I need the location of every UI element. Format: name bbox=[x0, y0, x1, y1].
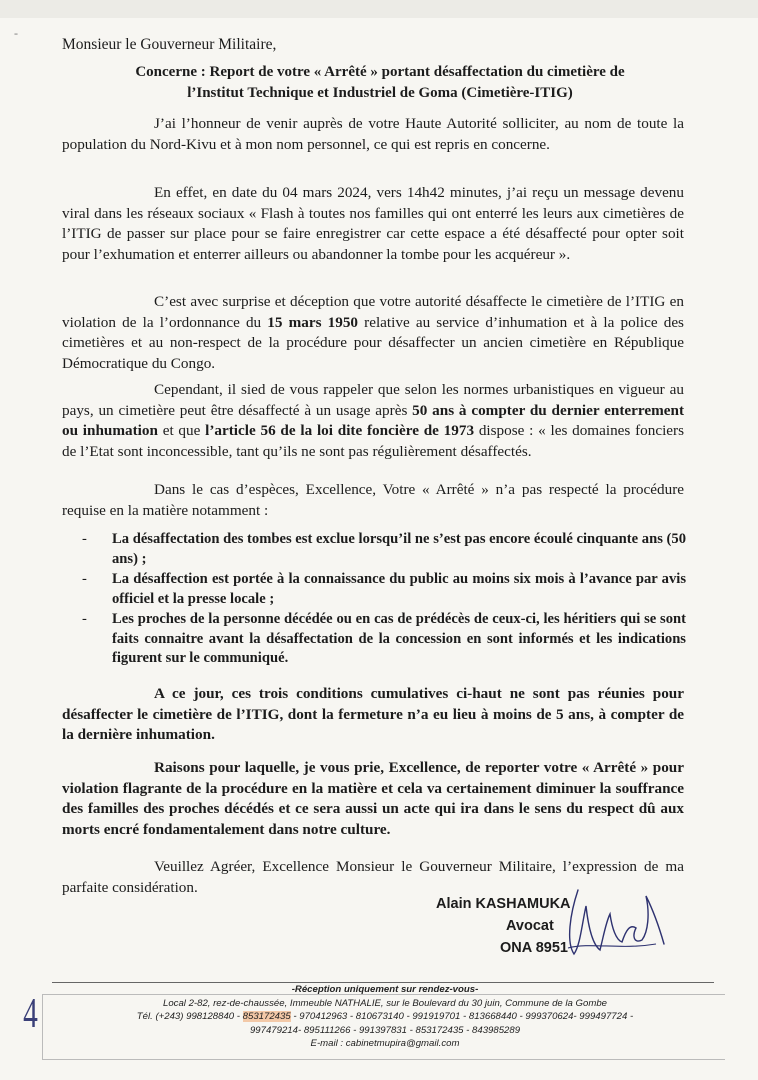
phone-run: - 970412963 - 810673140 - 991919701 - 813668440 - 999370624- 999497724 - bbox=[290, 1011, 634, 1022]
handwritten-page-mark: 4 bbox=[23, 991, 38, 1037]
salutation: Monsieur le Gouverneur Militaire, bbox=[62, 36, 277, 53]
footer-phones-cont: 997479214- 895111266 - 991397831 - 853172435 - 843985289 bbox=[249, 1024, 521, 1036]
signatory-title: Avocat bbox=[506, 918, 554, 934]
letterhead-footer bbox=[60, 983, 710, 1051]
text-run: et que bbox=[157, 422, 206, 439]
text-run: dispose : « les domaines fonciers de l’Etat sont inconcessible, tant qu’ils ne sont pas régulièrement désaffectés. bbox=[62, 422, 684, 460]
handwritten-signature bbox=[560, 884, 670, 960]
footer-address: Local 2-82, rez-de-chaussée, Immeuble NATHALIE, sur le Boulevard du 30 juin, Commune de la Gombe bbox=[162, 997, 608, 1009]
paragraph-conclusion: A ce jour, ces trois conditions cumulatives ci-haut ne sont pas réunies pour désaffecter le cimetière de l’ITIG, dont la fermeture n’a eu lieu à moins de 5 ans, à compter de la dernière inhumation. bbox=[62, 685, 684, 743]
footer-phones bbox=[60, 1010, 710, 1024]
corner-mark: - bbox=[14, 26, 18, 40]
bullet-dash: - bbox=[82, 611, 87, 627]
paragraph-request: Raisons pour laquelle, je vous prie, Excellence, de reporter votre « Arrêté » pour violation flagrante de la procédure en la matière et cela va certainement diminuer la souffrance des familles des proches décédés et ce sera aussi un acte qui ira dans le sens du respect dû aux morts encré fondamentalement dans notre culture. bbox=[62, 759, 684, 838]
footer-heading: -Réception uniquement sur rendez-vous- bbox=[291, 984, 479, 995]
list-item bbox=[82, 530, 686, 569]
list-item bbox=[82, 610, 686, 669]
subject-line-2: l’Institut Technique et Industriel de Goma (Cimetière-ITIG) bbox=[187, 85, 573, 101]
list-item bbox=[82, 570, 686, 609]
text-run: C’est avec surprise et déception que votre autorité désaffecte le cimetière de l’ITIG en violation de la l’ordonnance du bbox=[62, 293, 684, 331]
scan-top-band bbox=[0, 0, 758, 18]
signatory-name: Alain KASHAMUKA bbox=[436, 896, 571, 912]
paragraph-procedure: Dans le cas d’espèces, Excellence, Votre « Arrêté » n’a pas respecté la procédure requise en la matière notamment : bbox=[62, 481, 684, 519]
text-run: Cependant, il sied de vous rappeler que selon les normes urbanistiques en vigueur au pays, un cimetière peut être désaffecté à un usage après bbox=[62, 381, 684, 419]
signature-block bbox=[436, 893, 571, 959]
paragraph-intro: J’ai l’honneur de venir auprès de votre Haute Autorité solliciter, au nom de toute la population du Nord-Kivu et à mon nom personnel, ce qui est repris en concerne. bbox=[62, 115, 684, 153]
paragraph-violation bbox=[62, 292, 684, 374]
bar-number: ONA 8951 bbox=[500, 940, 568, 956]
paragraph-legal-norms bbox=[62, 380, 684, 462]
condition-text: La désaffection est portée à la connaissance du public au moins six mois à l’avance par avis officiel et la presse locale ; bbox=[112, 571, 686, 607]
text-run: relative au service d’inhumation et à la police des cimetières et au non-respect de la procédure pour désaffecter un ancien cimetière en République Démocratique du Congo. bbox=[62, 313, 684, 372]
article-56-reference: l’article 56 de la loi dite foncière de 1973 bbox=[205, 422, 475, 439]
fifty-years-rule: 50 ans à compter du dernier enterrement ou inhumation bbox=[62, 401, 684, 439]
conditions-list bbox=[82, 530, 686, 670]
bullet-dash: - bbox=[82, 531, 87, 547]
ordinance-date: 15 mars 1950 bbox=[267, 313, 359, 331]
subject-line-1: Concerne : Report de votre « Arrêté » portant désaffectation du cimetière de bbox=[135, 64, 625, 80]
footer-email: E-mail : cabinetmupira@gmail.com bbox=[310, 1038, 460, 1049]
condition-text: La désaffectation des tombes est exclue lorsqu’il ne s’est pas encore écoulé cinquante ans (50 ans) ; bbox=[112, 531, 686, 567]
paragraph-facts: En effet, en date du 04 mars 2024, vers 14h42 minutes, j’ai reçu un message devenu viral dans les réseaux sociaux « Flash à toutes nos familles qui ont enterré les leurs aux cimetières de l’ITIG de passer sur place pour se faire enregistrer car cette espace a été désaffecté pour opter soit pour l’exhumation et enterrer ailleurs ou abandonner la tombe pour les acquéreur ». bbox=[62, 184, 684, 263]
subject-heading bbox=[60, 62, 700, 104]
paragraph-closing: Veuillez Agréer, Excellence Monsieur le Gouverneur Militaire, l’expression de ma parfaite considération. bbox=[62, 858, 684, 896]
phone-run: Tél. (+243) 998128840 - bbox=[136, 1011, 243, 1022]
highlighted-phone: 853172435 bbox=[242, 1011, 291, 1022]
condition-text: Les proches de la personne décédée ou en cas de prédécès de ceux-ci, les héritiers qui se sont faits connaitre avant la désaffectation de la concession en sont informés et les indications figurent sur le communiqué. bbox=[112, 611, 686, 666]
bullet-dash: - bbox=[82, 571, 87, 587]
